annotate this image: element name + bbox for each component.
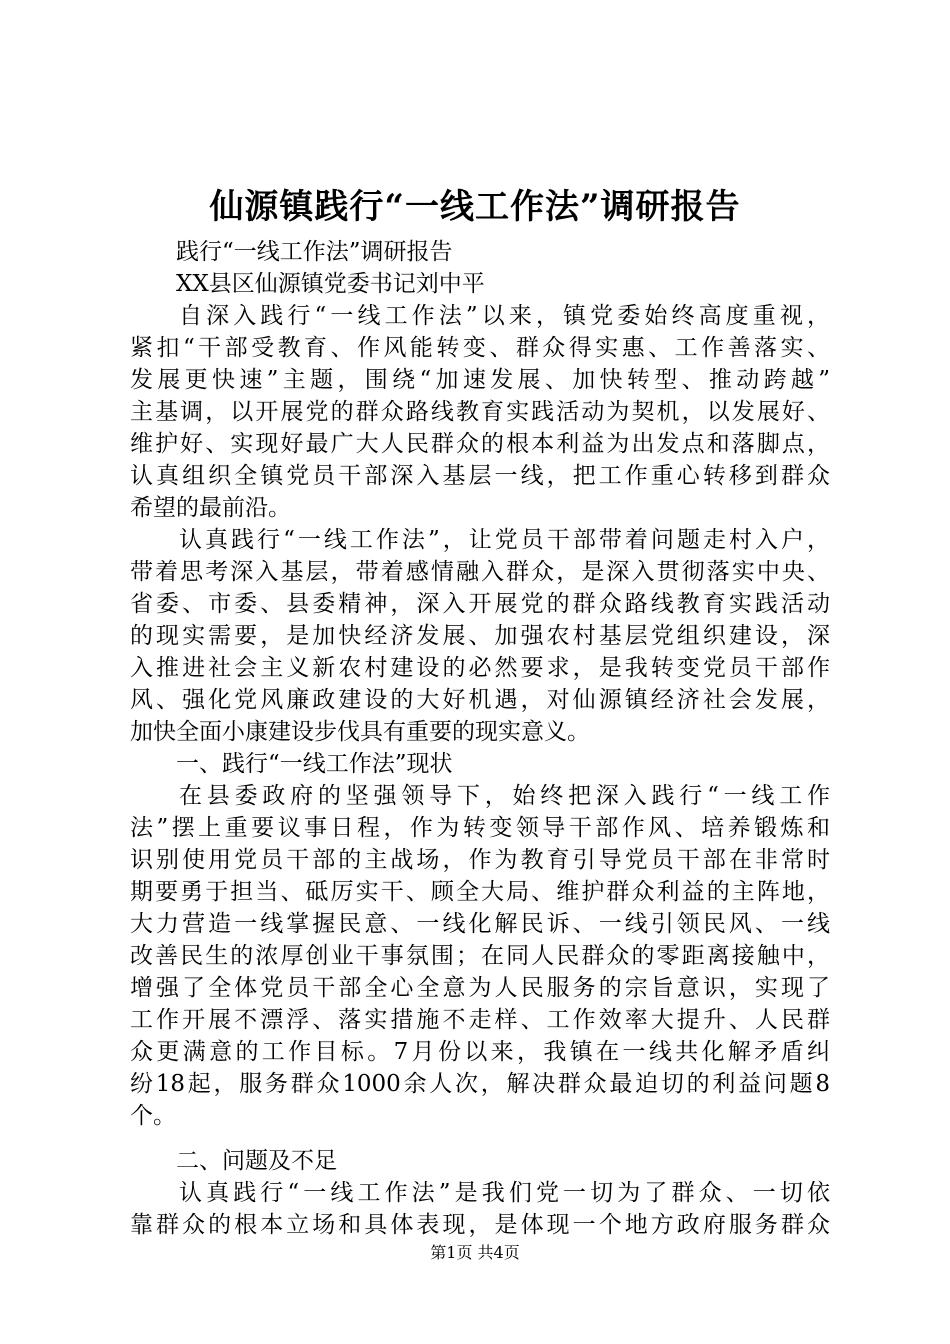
- paragraph-line: 风、强化党风廉政建设的大好机遇，对仙源镇经济社会发展，: [130, 687, 830, 713]
- document-title: 仙源镇践行“一线工作法”调研报告: [209, 187, 741, 227]
- paragraph-line: 入推进社会主义新农村建设的必然要求，是我转变党员干部作: [130, 655, 830, 681]
- document-author: XX县区仙源镇党委书记刘中平: [176, 271, 485, 297]
- paragraph-gap: [130, 1132, 830, 1145]
- paragraph-line: 加快全面小康建设步伐具有重要的现实意义。: [130, 719, 590, 745]
- paragraph-line: 期要勇于担当、砥厉实干、顾全大局、维护群众利益的主阵地，: [130, 879, 830, 905]
- document-subtitle: 践行“一线工作法”调研报告: [176, 239, 453, 265]
- paragraph-line: 认真践行“一线工作法”，让党员干部带着问题走村入户，: [179, 527, 830, 553]
- document-body: [130, 236, 830, 1241]
- paragraph-intro: [130, 300, 830, 524]
- section-heading-problems: 二、问题及不足: [176, 1148, 337, 1174]
- paragraph-line: 紧扣“干部受教育、作风能转变、群众得实惠、工作善落实、: [130, 335, 830, 361]
- paragraph-status: [130, 780, 830, 1132]
- paragraph-line: 的现实需要，是加快经济发展、加强农村基层党组织建设，深: [130, 623, 830, 649]
- paragraph-line: 增强了全体党员干部全心全意为人民服务的宗旨意识，实现了: [130, 975, 830, 1001]
- paragraph-line: 维护好、实现好最广大人民群众的根本利益为出发点和落脚点，: [130, 431, 830, 457]
- paragraph-line: 主基调，以开展党的群众路线教育实践活动为契机，以发展好、: [130, 399, 830, 425]
- paragraph-line: 靠群众的根本立场和具体表现，是体现一个地方政府服务群众: [130, 1212, 830, 1238]
- paragraph-problems: [130, 1177, 830, 1241]
- paragraph-line: 大力营造一线掌握民意、一线化解民诉、一线引领民风、一线: [130, 911, 830, 937]
- paragraph-line: 认真组织全镇党员干部深入基层一线，把工作重心转移到群众: [130, 463, 830, 489]
- paragraph-line: 省委、市委、县委精神，深入开展党的群众路线教育实践活动: [130, 591, 830, 617]
- section-heading-status: 一、践行“一线工作法”现状: [176, 751, 453, 777]
- paragraph-line: 发展更快速”主题，围绕“加速发展、加快转型、推动跨越”: [130, 367, 830, 393]
- paragraph-line: 法”摆上重要议事日程，作为转变领导干部作风、培养锻炼和: [130, 815, 830, 841]
- paragraph-line: 识别使用党员干部的主战场，作为教育引导党员干部在非常时: [130, 847, 830, 873]
- paragraph-line: 工作开展不漂浮、落实措施不走样、工作效率大提升、人民群: [130, 1007, 830, 1033]
- paragraph-line: 带着思考深入基层，带着感情融入群众，是深入贯彻落实中央、: [130, 559, 830, 585]
- paragraph-line: 认真践行“一线工作法”是我们党一切为了群众、一切依: [179, 1180, 830, 1206]
- paragraph-line: 众更满意的工作目标。7月份以来，我镇在一线共化解矛盾纠: [130, 1039, 830, 1065]
- paragraph-significance: [130, 524, 830, 748]
- paragraph-line: 改善民生的浓厚创业干事氛围；在同人民群众的零距离接触中，: [130, 943, 830, 969]
- paragraph-line: 自深入践行“一线工作法”以来，镇党委始终高度重视，: [179, 303, 830, 329]
- paragraph-line: 个。: [130, 1103, 176, 1129]
- paragraph-line: 纷18起，服务群众1000余人次，解决群众最迫切的利益问题8: [130, 1071, 830, 1097]
- paragraph-line: 在县委政府的坚强领导下，始终把深入践行“一线工作: [179, 783, 830, 809]
- page-number-footer: 第1页 共4页: [430, 1243, 520, 1262]
- paragraph-line: 希望的最前沿。: [130, 495, 291, 521]
